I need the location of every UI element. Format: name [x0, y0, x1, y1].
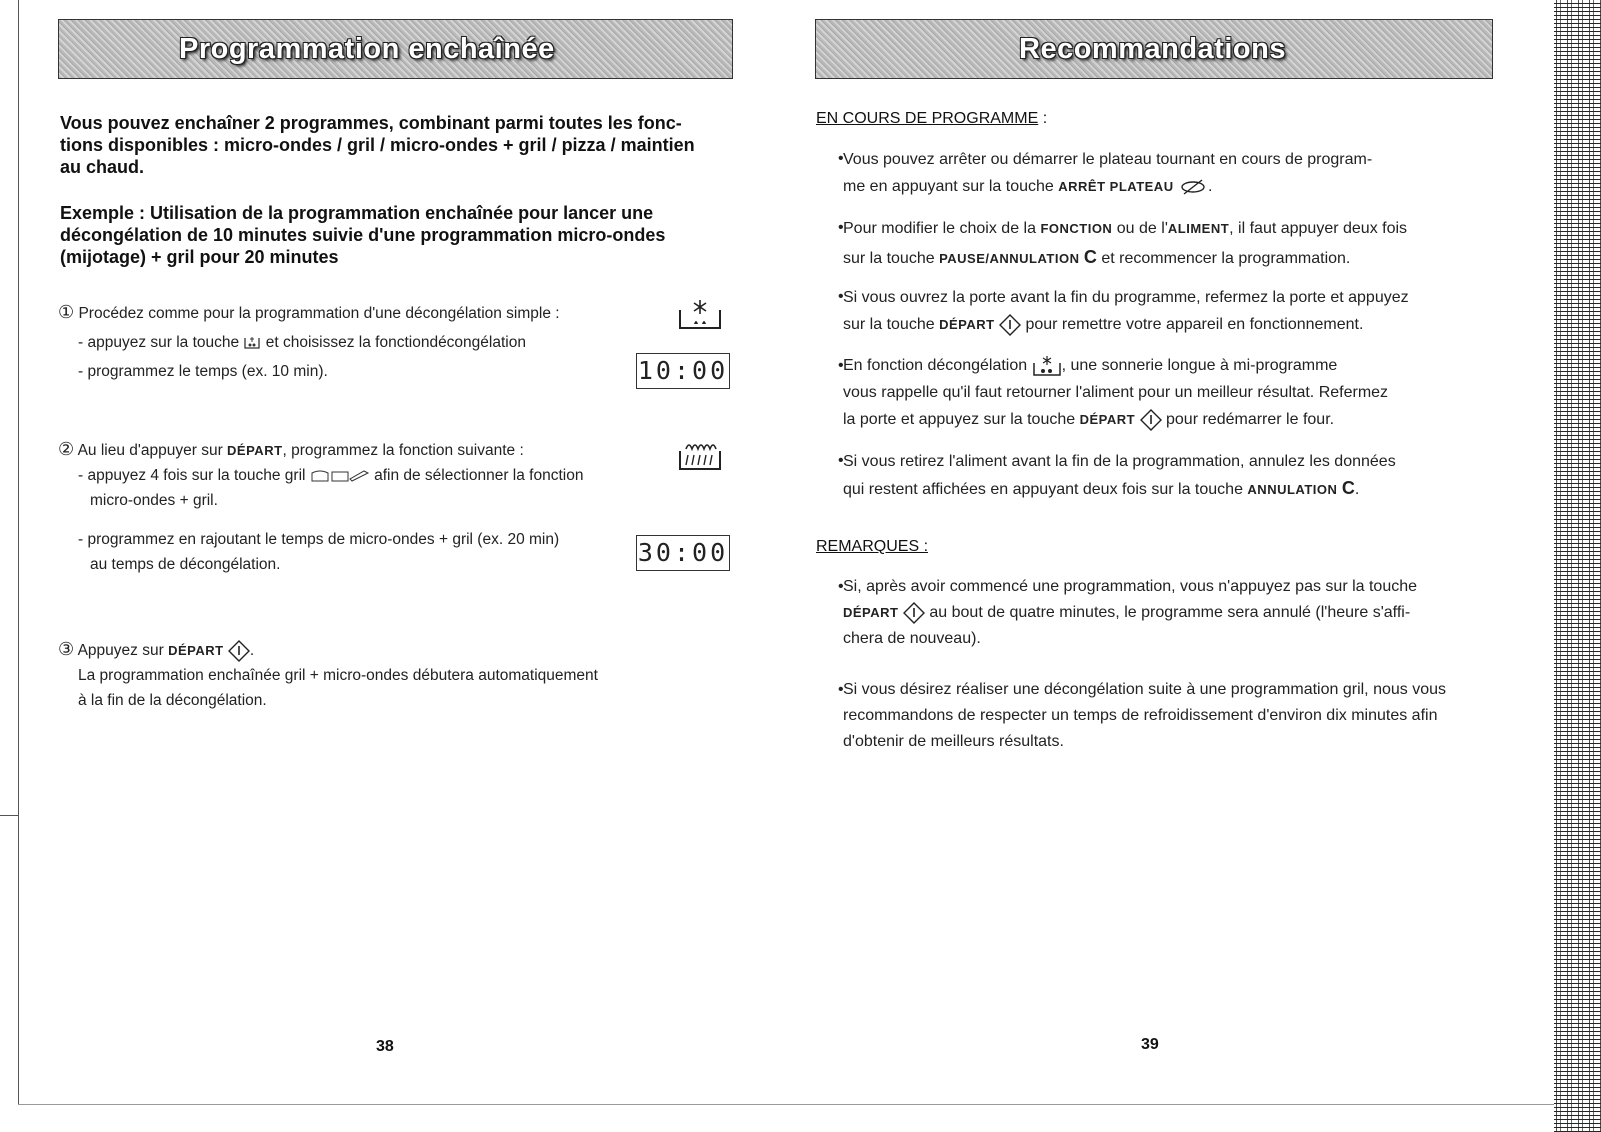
display-10-00: 10:00 — [636, 353, 730, 389]
grill-function-icon — [676, 437, 724, 473]
defrost-key-icon — [243, 336, 261, 350]
step-1-number: ① — [58, 302, 75, 322]
cancel-key-icon: C — [1083, 247, 1097, 267]
bullet-3: Si vous ouvrez la porte avant la fin du programme, refermez la porte et appuyez sur la touche DÉPART pour remettre votre appareil en fonctionnement. — [843, 284, 1491, 338]
left-page-title: Programmation enchaînée — [179, 32, 555, 65]
display-30-00: 30:00 — [636, 535, 730, 571]
bullet-5: Si vous retirez l'aliment avant la fin de la programmation, annulez les données qui restent affichées en appuyant deux fois sur la touche ANNULATION C. — [843, 453, 1396, 498]
turntable-stop-icon — [1178, 179, 1208, 195]
left-margin-line — [18, 0, 19, 1105]
right-page-title: Recommandations — [1019, 32, 1286, 65]
right-page-number: 39 — [1141, 1036, 1159, 1053]
defrost-icon — [676, 298, 724, 332]
step-2: ② Au lieu d'appuyer sur DÉPART, programmez la fonction suivante : - appuyez 4 fois sur la touche gril afin de sélectionner la fonction micro-ondes + gril. - programmez en rajoutant le temps de micro-ondes + gril (ex. 20 min) au temps de décongélation. — [58, 439, 584, 573]
intro-paragraph: Vous pouvez enchaîner 2 programmes, combinant parmi toutes les fonc- tions disponibles : micro-ondes / gril / micro-ondes + gril / pizza / maintien au chaud. — [60, 113, 695, 177]
start-key-icon — [999, 314, 1021, 336]
step-3-number: ③ — [58, 639, 75, 659]
cancel-key-icon: C — [1341, 478, 1355, 498]
start-key-icon — [903, 602, 925, 624]
remark-2-dot: • — [838, 681, 844, 698]
left-page-number: 38 — [376, 1038, 394, 1055]
remark-1: Si, après avoir commencé une programmation, vous n'appuyez pas sur la touche DÉPART au bout de quatre minutes, le programme sera annulé (l'heure s'affi- chera de nouveau). — [843, 578, 1418, 647]
defrost-icon — [1032, 355, 1062, 377]
bullet-5-dot: • — [838, 452, 844, 469]
bullet-2: Pour modifier le choix de la FONCTION ou de l'ALIMENT, il faut appuyer deux fois sur la touche PAUSE/ANNULATION C et recommencer la programmation. — [843, 220, 1408, 267]
start-key-icon — [228, 640, 250, 662]
step-3: ③ Appuyez sur DÉPART . La programmation enchaînée gril + micro-ondes débutera automatiquement à la fin de la décongélation. — [58, 639, 598, 709]
bullet-4: En fonction décongélation , une sonnerie longue à mi-programme vous rappelle qu'il faut retourner l'aliment pour un meilleur résultat. Refermez la porte et appuyez sur la touche DÉPART pour redémarrer le four. — [843, 352, 1491, 433]
step-2-number: ② — [58, 439, 75, 459]
scan-edge-texture — [1554, 0, 1601, 1132]
right-title-banner — [815, 19, 1493, 79]
grill-key-icon — [310, 469, 370, 483]
remark-2: Si vous désirez réaliser une décongélation suite à une programmation gril, nous vous recommandons de respecter un temps de refroidissement d'environ dix minutes afin d'obtenir de meilleurs résultats. — [843, 681, 1447, 750]
bullet-1: Vous pouvez arrêter ou démarrer le plateau tournant en cours de program- me en appuyant sur la touche ARRÊT PLATEAU . — [843, 151, 1373, 195]
heading-remarques: REMARQUES : — [816, 538, 929, 555]
bullet-2-dot: • — [838, 219, 844, 236]
left-title-banner — [58, 19, 733, 79]
bullet-4-dot: • — [838, 357, 844, 374]
example-paragraph: Exemple : Utilisation de la programmation enchaînée pour lancer une décongélation de 10 minutes suivie d'une programmation micro-ondes (mijotage) + gril pour 20 minutes — [60, 203, 666, 267]
bullet-1-dot: • — [838, 150, 844, 167]
start-key-icon — [1140, 409, 1162, 431]
heading-en-cours: EN COURS DE PROGRAMME : — [816, 110, 1048, 127]
remark-1-dot: • — [838, 578, 844, 595]
bottom-edge-line — [18, 1104, 1554, 1105]
bullet-3-dot: • — [838, 288, 844, 305]
left-tick-mark — [0, 815, 18, 816]
step-1: ① Procédez comme pour la programmation d'une décongélation simple : - appuyez sur la touche et choisissez la fonctiondécongélation - programmez le temps (ex. 10 min). — [58, 302, 560, 380]
